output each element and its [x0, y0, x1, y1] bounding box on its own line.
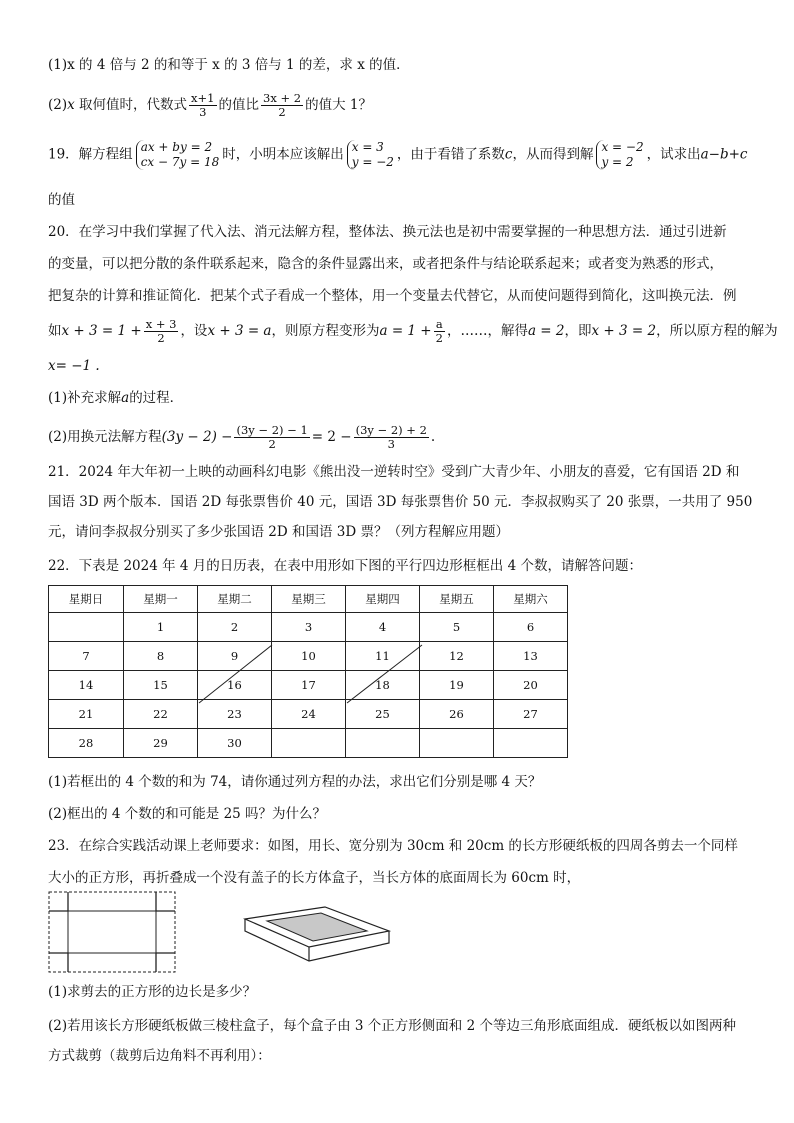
cardboard-diagram	[48, 891, 178, 975]
q19-text: ，由于看错了系数	[396, 146, 505, 163]
q20-part1: (1)补充求解a的过程．	[48, 390, 184, 406]
calendar-cell: 23	[198, 700, 272, 729]
q18-text: 取何值时，代数式	[74, 97, 188, 113]
calendar-cell: 26	[420, 700, 494, 729]
q18-fraction-2: $\frac{3x + 2}{2}$	[263, 91, 302, 119]
corner-cut-tl	[49, 892, 68, 911]
calendar-header: 星期六	[494, 586, 568, 613]
q20-line-5: x= −1 .	[48, 358, 100, 374]
calendar-cell: 17	[272, 671, 346, 700]
calendar-header: 星期二	[198, 586, 272, 613]
q19-system-3: x = −2 y = 2	[596, 140, 643, 170]
calendar-cell: 22	[124, 700, 198, 729]
calendar-cell: 13	[494, 642, 568, 671]
q23-part2-line-1: (2)若用该长方形硬纸板做三棱柱盒子，每个盒子由 3 个正方形侧面和 2 个等边三角形底面组成．硬纸板以如图两种	[48, 1018, 736, 1034]
corner-cut-bl	[49, 953, 68, 972]
calendar-cell: 15	[124, 671, 198, 700]
frame-diagonal-right	[347, 645, 422, 703]
q20-fraction-1: $\frac{x + 3}{2}$	[145, 317, 177, 345]
q20-fraction-2: $\frac{a}{2}$	[435, 317, 443, 345]
calendar-cell: 4	[346, 613, 420, 642]
q19-expression: a−b+c	[700, 146, 748, 163]
q22-part2: (2)框出的 4 个数的和可能是 25 吗？为什么？	[48, 806, 327, 822]
q21-line-2: 国语 3D 两个版本．国语 2D 每张票售价 40 元，国语 3D 每张票售价 50 元．李叔叔购买了 20 张票，一共用了 950	[48, 494, 753, 510]
calendar-cell: 12	[420, 642, 494, 671]
calendar-header: 星期一	[124, 586, 198, 613]
calendar-header: 星期四	[346, 586, 420, 613]
q20-fraction-4: $\frac{(3y - 2) + 2}{3}$	[355, 423, 427, 451]
q18-part2-label: (2)	[48, 97, 68, 113]
calendar-cell: 29	[124, 729, 198, 758]
q20-fraction-3: $\frac{(3y - 2) - 1}{2}$	[236, 423, 308, 451]
corner-cut-br	[156, 953, 175, 972]
calendar-cell: 9	[198, 642, 272, 671]
calendar-cell: 3	[272, 613, 346, 642]
q18-text: 的值大 1？	[305, 97, 372, 113]
q19-text: 时，小明本应该解出	[222, 146, 344, 163]
calendar-cell: 20	[494, 671, 568, 700]
q19-var-c: c	[504, 146, 513, 163]
calendar-cell: 19	[420, 671, 494, 700]
calendar-header: 星期日	[49, 586, 124, 613]
calendar-cell: 11	[346, 642, 420, 671]
q19-system-2: x = 3 y = −2	[347, 140, 394, 170]
q20-line-1: 20．在学习中我们掌握了代入法、消元法解方程，整体法、换元法也是初中需要掌握的一种思想方法．通过引进新	[48, 224, 727, 240]
q23-part2-line-2: 方式裁剪（裁剪后边角料不再利用）：	[48, 1048, 271, 1064]
calendar-cell: 2	[198, 613, 272, 642]
q19-system-1: ax + by = 2 cx − 7y = 18	[136, 140, 220, 170]
q23-line-1: 23．在综合实践活动课上老师要求：如图，用长、宽分别为 30cm 和 20cm 的长方形硬纸板的四周各剪去一个同样	[48, 838, 738, 854]
q23-line-2: 大小的正方形，再折叠成一个没有盖子的长方体盒子，当长方体的底面周长为 60cm 时，	[48, 870, 581, 886]
q18-part1: (1)x 的 4 倍与 2 的和等于 x 的 3 倍与 1 的差，求 x 的值．	[48, 57, 410, 73]
corner-cut-tr	[156, 892, 175, 911]
calendar-cell: 28	[49, 729, 124, 758]
q21-line-3: 元，请问李叔叔分别买了多少张国语 2D 和国语 3D 票？（列方程解应用题）	[48, 524, 509, 540]
calendar-cell: 8	[124, 642, 198, 671]
q20-part2: (2)用换元法解方程(3y − 2) − $\frac{(3y - 2) - 1}{2}$ = 2 − $\frac{(3y - 2) + 2}{3}$ .	[48, 423, 436, 451]
frame-diagonal-left	[199, 645, 272, 703]
q19-text: ，从而得到解	[512, 146, 594, 163]
calendar-cell: 18	[346, 671, 420, 700]
calendar-cell: 21	[49, 700, 124, 729]
q19-text: 19．解方程组	[48, 146, 133, 163]
q20-line-4: 如x + 3 = 1 + $\frac{x + 3}{2}$ ，设x + 3 = a，则原方程变形为a = 1 + $\frac{a}{2}$ ，……，解得a = 2，即x + 3 = 2，所以原方程的解为	[48, 317, 778, 345]
calendar-cell: 5	[420, 613, 494, 642]
calendar-cell: 16	[198, 671, 272, 700]
calendar-header: 星期五	[420, 586, 494, 613]
q18-fraction-1: $\frac{x+1}{3}$	[191, 91, 215, 119]
calendar-cell: 30	[198, 729, 272, 758]
calendar-cell: 27	[494, 700, 568, 729]
calendar-cell: 24	[272, 700, 346, 729]
calendar-cell: 10	[272, 642, 346, 671]
q23-part1: (1)求剪去的正方形的边长是多少？	[48, 984, 257, 1000]
q18-var-x: x	[67, 97, 75, 113]
q22-line-1: 22．下表是 2024 年 4 月的日历表，在表中用形如下图的平行四边形框框出 4 个数，请解答问题：	[48, 558, 642, 574]
calendar-cell: 6	[494, 613, 568, 642]
q22-part1: (1)若框出的 4 个数的和为 74，请你通过列方程的办法，求出它们分别是哪 4 天？	[48, 774, 542, 790]
calendar-cell: 7	[49, 642, 124, 671]
calendar-header: 星期三	[272, 586, 346, 613]
q19-text: ，试求出	[646, 146, 701, 163]
q18-text: 的值比	[218, 97, 259, 113]
q21-line-1: 21．2024 年大年初一上映的动画科幻电影《熊出没一逆转时空》受到广大青少年、小朋友的喜爱，它有国语 2D 和	[48, 464, 740, 480]
open-box-diagram	[243, 905, 393, 967]
q19-tail: 的值	[48, 192, 75, 208]
q20-line-2: 的变量，可以把分散的条件联系起来，隐含的条件显露出来，或者把条件与结论联系起来；或者变为熟悉的形式，	[48, 256, 723, 272]
calendar-cell: 25	[346, 700, 420, 729]
calendar-cell: 1	[124, 613, 198, 642]
q20-line-3: 把复杂的计算和推证简化．把某个式子看成一个整体，用一个变量去代替它，从而使问题得到简化，这叫换元法．例	[48, 288, 737, 304]
calendar-cell: 14	[49, 671, 124, 700]
